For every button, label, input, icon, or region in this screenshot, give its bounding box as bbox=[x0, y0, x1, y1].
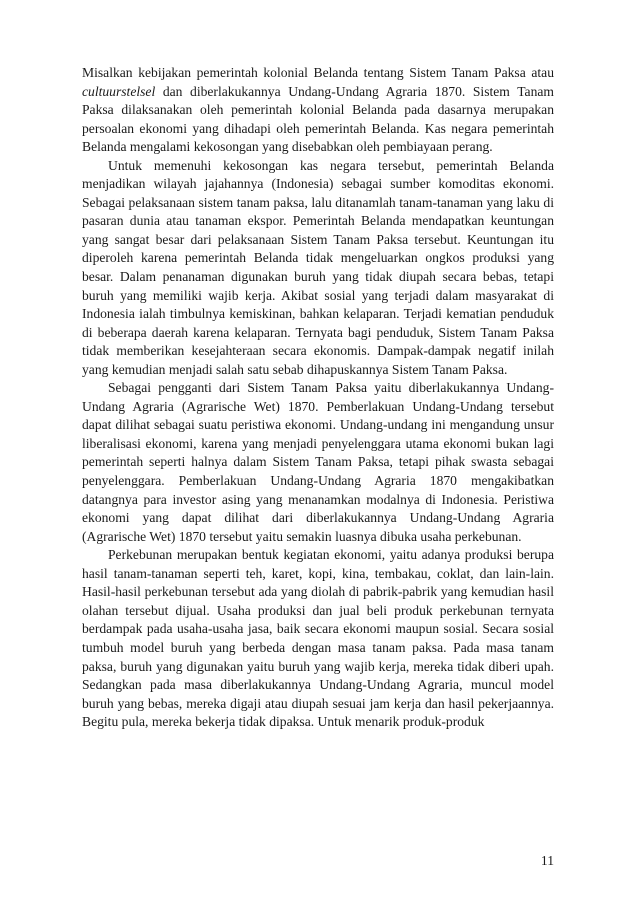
paragraph-2-run-1: Untuk memenuhi kekosongan kas negara tersebut, pemerintah Belanda menjadikan wilayah jajahannya (Indonesia) sebagai sumber komoditas ekonomi. Sebagai pelaksanaan sistem tanam paksa, lalu ditanamlah tanam-tanaman yang laku di pasaran dunia atau tanaman ekspor. Pemerintah Belanda mendapatkan keuntungan yang sangat besar dari pelaksanaan Sistem Tanam Paksa tersebut. Keuntungan itu diperoleh karena pemerintah Belanda tidak mengeluarkan ongkos produksi yang besar. Dalam penanaman digunakan buruh yang tidak diupah secara bebas, tetapi buruh yang memiliki wajib kerja. Akibat sosial yang terjadi dalam masyarakat di Indonesia ialah timbulnya kemiskinan, bahkan kelaparan. Terjadi kematian penduduk di beberapa daerah karena kelaparan. Ternyata bagi penduduk, Sistem Tanam Paksa tidak memberikan kesejahteraan secara ekonomis. Dampak-dampak negatif inilah yang kemudian menjadi salah satu sebab dihapuskannya Sistem Tanam Paksa. bbox=[82, 157, 554, 377]
paragraph-3 bbox=[82, 379, 554, 546]
page-number: 11 bbox=[540, 853, 554, 868]
paragraph-4 bbox=[82, 546, 554, 731]
paragraph-4-run-1: Perkebunan merupakan bentuk kegiatan ekonomi, yaitu adanya produksi berupa hasil tanam-tanaman seperti teh, karet, kopi, kina, tembakau, coklat, dan lain-lain. Hasil-hasil perkebunan tersebut ada yang diolah di pabrik-pabrik yang kemudian hasil olahan tersebut dijual. Usaha produksi dan jual beli produk perkebunan ternyata berdampak pada usaha-usaha jasa, baik secara ekonomi maupun sosial. Secara sosial tumbuh model buruh yang berbeda dengan masa tanam paksa. Pada masa tanam paksa, buruh yang digunakan yaitu buruh yang wajib kerja, mereka tidak diberi upah. Sedangkan pada masa diberlakukannya Undang-Undang Agraria, muncul model buruh yang bebas, mereka digaji atau diupah sesuai jam kerja dan hasil pekerjaannya. Begitu pula, mereka bekerja tidak dipaksa. Untuk menarik produk-produk bbox=[82, 547, 554, 730]
paragraph-1 bbox=[82, 64, 554, 157]
paragraph-1-run-1: Misalkan kebijakan pemerintah kolonial Belanda tentang Sistem Tanam Paksa atau bbox=[82, 65, 554, 80]
paragraph-1-run-3: dan diberlakukannya Undang-Undang Agraria 1870. Sistem Tanam Paksa dilaksanakan oleh pemerintah kolonial Belanda pada dasarnya merupakan persoalan ekonomi yang dihadapi oleh pemerintah Belanda. Kas negara pemerintah Belanda mengalami kekosongan yang disebabkan oleh pembiayaan perang. bbox=[82, 83, 554, 155]
paragraph-1-run-2-italic: cultuurstelsel bbox=[82, 83, 156, 99]
document-page bbox=[82, 64, 554, 732]
paragraph-3-run-1: Sebagai pengganti dari Sistem Tanam Paksa yaitu diberlakukannya Undang-Undang Agraria (Agrarische Wet) 1870. Pemberlakuan Undang-Undang tersebut dapat dilihat sebagai suatu peristiwa ekonomi. Undang-undang ini mengandung unsur liberalisasi ekonomi, karena yang menjadi penyelenggara utama ekonomi bukan lagi pemerintah seperti halnya dalam Sistem Tanam Paksa, tetapi pihak swasta sebagai penyelenggara. Pemberlakuan Undang-Undang Agraria 1870 mengakibatkan datangnya para investor asing yang menanamkan modalnya di Indonesia. Peristiwa ekonomi yang dapat dilihat dari diberlakukannya Undang-Undang Agraria (Agrarische Wet) 1870 tersebut yaitu semakin luasnya dibuka usaha perkebunan. bbox=[82, 380, 554, 544]
paragraph-2 bbox=[82, 157, 554, 380]
